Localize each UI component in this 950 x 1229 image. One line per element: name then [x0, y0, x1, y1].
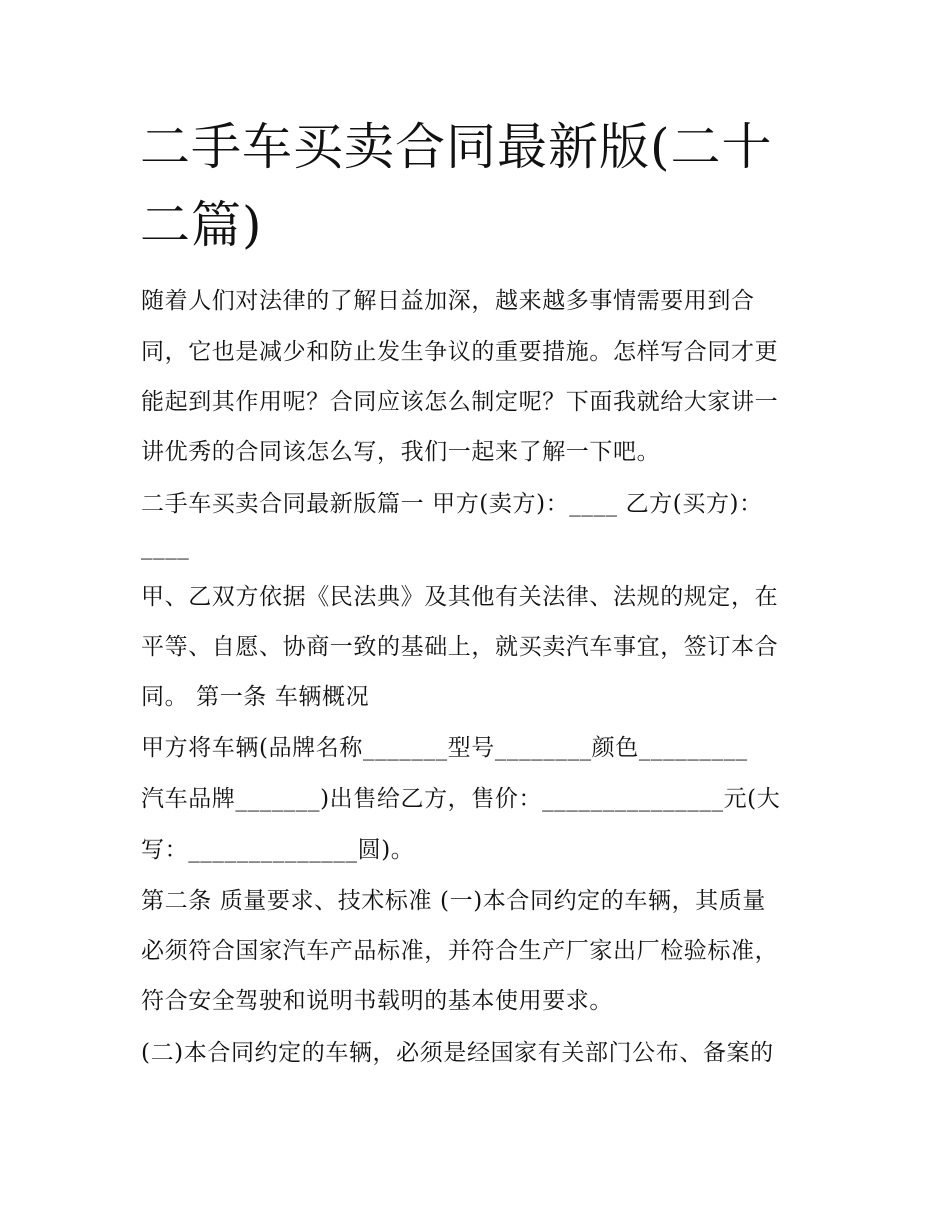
document-title: 二手车买卖合同最新版(二十二篇)	[140, 118, 773, 254]
text-line: 讲优秀的合同该怎么写，我们一起来了解一下吧。	[141, 439, 661, 465]
text-line: (二)本合同约定的车辆，必须是经国家有关部门公布、备案的	[141, 1040, 774, 1066]
text-line: 随着人们对法律的了解日益加深，越来越多事情需要用到合	[141, 288, 755, 314]
text-line: 符合安全驾驶和说明书载明的基本使用要求。	[141, 988, 613, 1014]
text-line: 同。 第一条 车辆概况	[141, 684, 370, 710]
text-line: 必须符合国家汽车产品标准，并符合生产厂家出厂检验标准，	[141, 938, 779, 964]
text-line: 汽车品牌_______)出售给乙方，售价：_______________元(大	[141, 786, 781, 812]
text-line: 第二条 质量要求、技术标准 (一)本合同约定的车辆，其质量	[141, 888, 766, 914]
text-line: 甲、乙双方依据《民法典》及其他有关法律、法规的规定，在	[141, 584, 779, 610]
text-line: 平等、自愿、协商一致的基础上，就买卖汽车事宜，签订本合	[141, 634, 779, 660]
text-line: 甲方将车辆(品牌名称_______型号________颜色_________	[141, 735, 748, 761]
text-line: 二手车买卖合同最新版篇一 甲方(卖方)：____ 乙方(买方)：	[141, 491, 763, 517]
text-line: ____	[141, 534, 190, 560]
text-line: 同，它也是减少和防止发生争议的重要措施。怎样写合同才更	[141, 339, 779, 365]
text-line: 能起到其作用呢？合同应该怎么制定呢？下面我就给大家讲一	[141, 389, 779, 415]
text-line: 写：______________圆)。	[141, 837, 415, 863]
